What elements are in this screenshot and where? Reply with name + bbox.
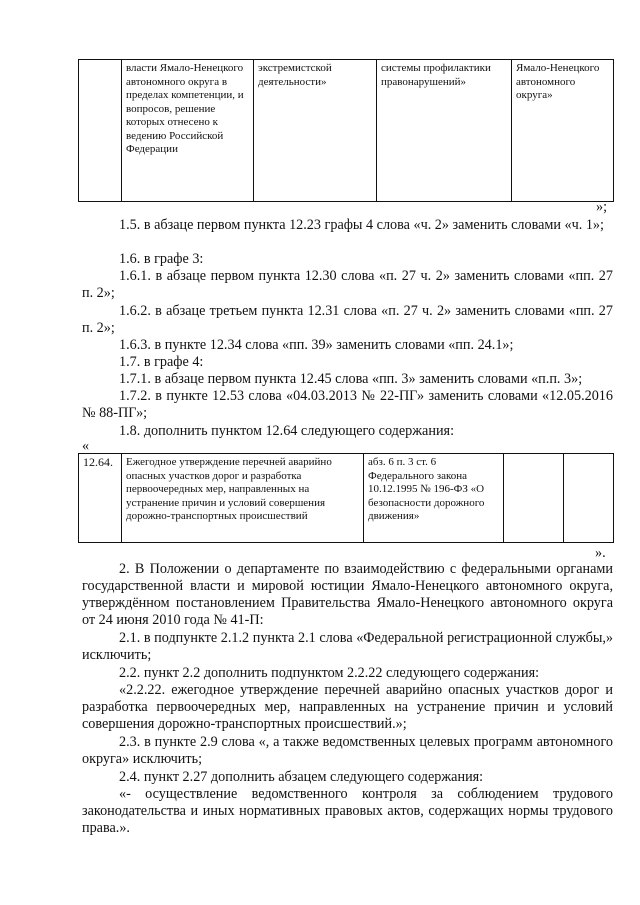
paragraph-1-6-2: 1.6.2. в абзаце третьем пункта 12.31 слова «п. 27 ч. 2» заменить словами «пп. 27 п. 2»; bbox=[82, 303, 613, 336]
table-cell: абз. 6 п. 3 ст. 6 Федерального закона 10.12.1995 № 196-ФЗ «О безопасности дорожного движения» bbox=[364, 454, 504, 543]
paragraph-1-8: 1.8. дополнить пунктом 12.64 следующего содержания: bbox=[119, 423, 455, 439]
paragraph-2-4: 2.4. пункт 2.27 дополнить абзацем следующего содержания: bbox=[119, 769, 484, 785]
paragraph-1-6-1: 1.6.1. в абзаце первом пункта 12.30 слова «п. 27 ч. 2» заменить словами «пп. 27 п. 2»; bbox=[82, 268, 613, 301]
paragraph-2-1: 2.1. в подпункте 2.1.2 пункта 2.1 слова «Федеральной регистрационной службы,» исключить; bbox=[82, 630, 613, 663]
paragraph-2-2-22: «2.2.22. ежегодное утверждение перечней аварийно опасных участков дорог и разработка первоочередных мер, направленных на устранение причин и условий совершения дорожно-транспортных происшествий.»; bbox=[82, 682, 613, 732]
paragraph-2-2: 2.2. пункт 2.2 дополнить подпунктом 2.2.22 следующего содержания: bbox=[119, 665, 540, 681]
table-top bbox=[78, 59, 614, 202]
paragraph-2-3: 2.3. в пункте 2.9 слова «, а также ведомственных целевых программ автономного округа» исключить; bbox=[82, 734, 613, 767]
table-cell: Ямало-Ненецкого автономного округа» bbox=[512, 60, 614, 202]
table-closing-mark: »; bbox=[596, 199, 608, 215]
paragraph-2-4-text: «- осуществление ведомственного контроля за соблюдением трудового законодательства и иных нормативных правовых актов, содержащих нормы трудового права.». bbox=[82, 786, 613, 836]
table-open-mark: « bbox=[82, 438, 90, 454]
paragraph-1-7: 1.7. в графе 4: bbox=[119, 354, 204, 370]
table-cell: власти Ямало-Ненецкого автономного округа в пределах компетенции, и вопросов, решение которых отнесено к ведению Российской Федерации bbox=[122, 60, 254, 202]
paragraph-1-7-1: 1.7.1. в абзаце первом пункта 12.45 слова «пп. 3» заменить словами «п.п. 3»; bbox=[119, 371, 583, 387]
table-row bbox=[79, 454, 614, 543]
table-new-row bbox=[78, 453, 614, 543]
table-closing-mark: ». bbox=[595, 545, 606, 561]
table-cell: Ежегодное утверждение перечней аварийно опасных участков дорог и разработка первоочередных мер, направленных на устранение причин и условий совершения дорожно-транспортных происшествий bbox=[122, 454, 364, 543]
table-cell bbox=[504, 454, 564, 543]
table-cell bbox=[564, 454, 614, 543]
paragraph-1-6-3: 1.6.3. в пункте 12.34 слова «пп. 39» заменить словами «пп. 24.1»; bbox=[119, 337, 514, 353]
paragraph-1-5: 1.5. в абзаце первом пункта 12.23 графы 4 слова «ч. 2» заменить словами «ч. 1»; bbox=[119, 217, 604, 233]
paragraph-1-7-2: 1.7.2. в пункте 12.53 слова «04.03.2013 № 22-ПГ» заменить словами «12.05.2016 № 88-ПГ»; bbox=[82, 388, 613, 421]
table-cell: системы профилактики правонарушений» bbox=[377, 60, 512, 202]
section-2-intro: 2. В Положении о департаменте по взаимодействию с федеральными органами государственной власти и мировой юстиции Ямало-Ненецкого автономного округа, утверждённом постановлением Правительства Ямало-Ненецкого автономного округа от 24 июня 2010 года № 41-П: bbox=[82, 561, 613, 628]
paragraph-1-6: 1.6. в графе 3: bbox=[119, 251, 204, 267]
table-cell: экстремистской деятельности» bbox=[254, 60, 377, 202]
table-cell: 12.64. bbox=[79, 454, 122, 543]
table-cell bbox=[79, 60, 122, 202]
table-row bbox=[79, 60, 614, 202]
